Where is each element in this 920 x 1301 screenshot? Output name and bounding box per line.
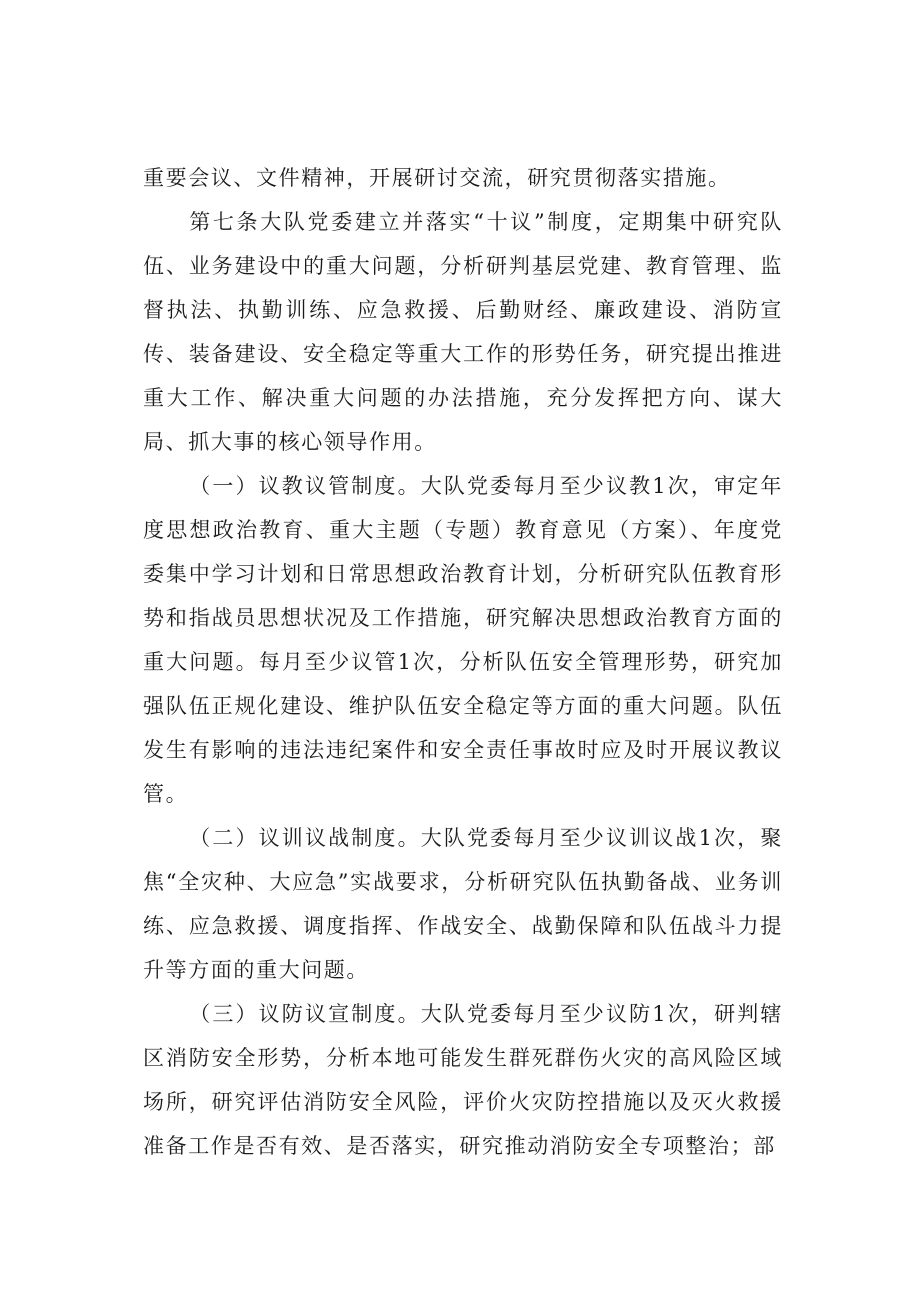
paragraph-item-3-prevention-publicity: （三）议防议宣制度。大队党委每月至少议防1次，研判辖区消防安全形势，分析本地可能发生群死群伤火灾的高风险区域场所，研究评估消防安全风险，评价火灾防控措施以及灭火救援准备工作是否有效、是否落实，研究推动消防安全专项整治；部 — [143, 1002, 783, 1158]
paragraph-article-7: 第七条大队党委建立并落实“十议”制度，定期集中研究队伍、业务建设中的重大问题，分析研判基层党建、教育管理、监督执法、执勤训练、应急救援、后勤财经、廉政建设、消防宣传、装备建设、安全稳定等重大工作的形势任务，研究提出推进重大工作、解决重大问题的办法措施，充分发挥把方向、谋大局、抓大事的核心领导作用。 — [143, 210, 783, 454]
document-body — [143, 156, 783, 1168]
paragraph-continuation: 重要会议、文件精神，开展研讨交流，研究贯彻落实措施。 — [143, 166, 731, 190]
paragraph-item-2-training-combat: （二）议训议战制度。大队党委每月至少议训议战1次，聚焦“全灾种、大应急”实战要求，分析研究队伍执勤备战、业务训练、应急救援、调度指挥、作战安全、战勤保障和队伍战斗力提升等方面的重大问题。 — [143, 826, 783, 982]
paragraph-item-1-education-management: （一）议教议管制度。大队党委每月至少议教1次，审定年度思想政治教育、重大主题（专题）教育意见（方案）、年度党委集中学习计划和日常思想政治教育计划，分析研究队伍教育形势和指战员思想状况及工作措施，研究解决思想政治教育方面的重大问题。每月至少议管1次，分析队伍安全管理形势，研究加强队伍正规化建设、维护队伍安全稳定等方面的重大问题。队伍发生有影响的违法违纪案件和安全责任事故时应及时开展议教议管。 — [143, 474, 783, 806]
